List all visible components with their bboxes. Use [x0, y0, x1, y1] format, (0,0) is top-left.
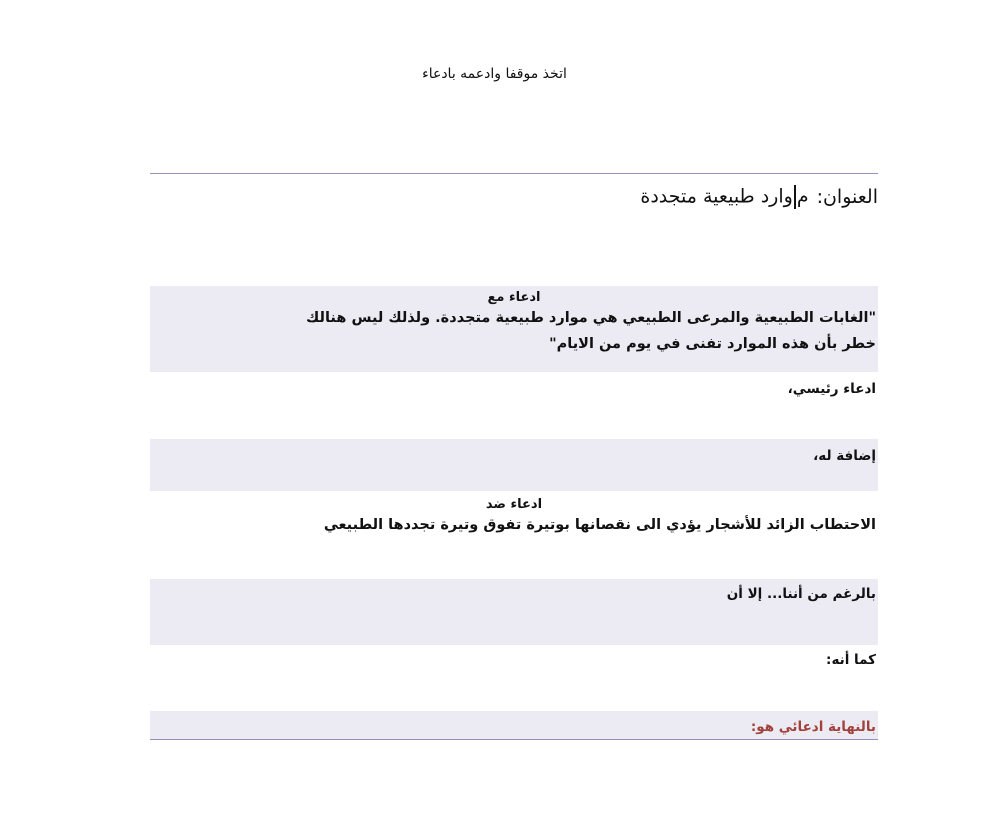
also-section[interactable] [150, 645, 878, 711]
claim-against-text: الاحتطاب الزائد للأشجار يؤدي الى نقصانها بوتيرة تفوق وتيرة تجددها الطبيعي [323, 517, 876, 533]
title-value-start: م [796, 185, 809, 208]
title-label: العنوان: [816, 186, 878, 208]
title-field[interactable] [150, 177, 878, 217]
page-instruction: اتخذ موقفا وادعمه بادعاء [422, 66, 567, 82]
conclusion-label: بالنهاية ادعائي هو: [750, 719, 876, 735]
addition-section[interactable] [150, 439, 878, 491]
conclusion-section[interactable] [150, 711, 878, 739]
claim-for-line-2: خطر بأن هذه الموارد تفنى في يوم من الايام" [549, 336, 876, 352]
despite-section[interactable] [150, 579, 878, 645]
title-value[interactable] [640, 185, 808, 209]
despite-label: بالرغم من أننا... إلا أن [726, 586, 876, 602]
claim-against-heading: ادعاء ضد [485, 497, 543, 512]
title-value-rest: وارد طبيعية متجددة [640, 185, 793, 208]
claim-for-section[interactable] [150, 286, 878, 372]
claim-for-line-1: "الغابات الطبيعية والمرعى الطبيعي هي موارد طبيعية متجددة. ولذلك ليس هنالك [306, 310, 876, 326]
also-label: كما أنه: [826, 652, 876, 668]
addition-label: إضافة له، [813, 448, 876, 464]
claim-against-section[interactable] [150, 491, 878, 579]
claim-for-heading: ادعاء مع [487, 290, 541, 305]
divider-top [150, 173, 878, 174]
main-claim-section[interactable] [150, 372, 878, 439]
main-claim-label: ادعاء رئيسي، [787, 381, 876, 397]
text-cursor [794, 185, 796, 209]
divider-bottom [150, 739, 878, 740]
